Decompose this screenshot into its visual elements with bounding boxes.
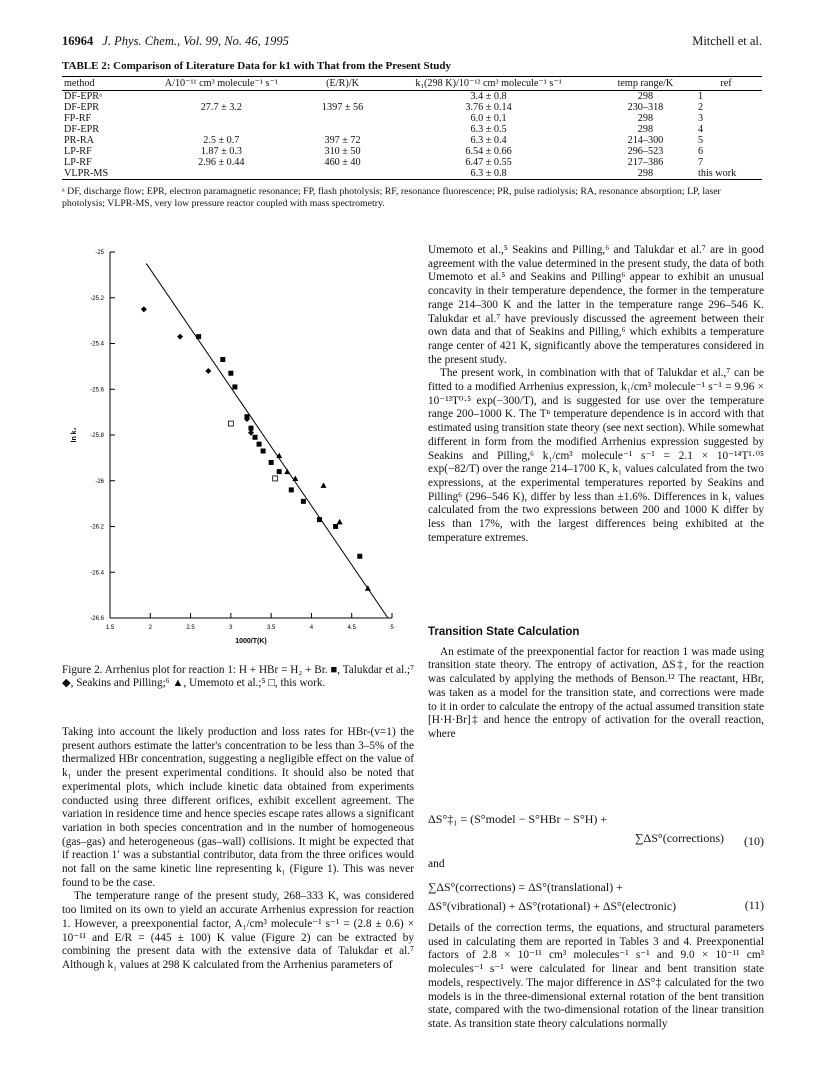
arrhenius-plot [62,242,414,652]
table-caption: TABLE 2: Comparison of Literature Data for k1 with That from the Present Study [62,60,451,72]
x-tick-label: 2.5 [186,625,195,631]
table-cell: 214–300 [627,135,664,146]
data-point-open-square [228,421,233,426]
table-header-row [62,77,762,91]
table-cell: 27.7 ± 3.2 [200,102,242,113]
paragraph: The present work, in combination with that of Talukdar et al.,⁷ can be fitted to a modified Arrhenius expression, k₁/cm³ molecule⁻¹ s⁻¹ = 9.96 × 10⁻¹³T⁰·⁵ exp(−300/T), and is suggested for use over the temperature range 200–1000 K. The Tⁿ temperature dependence is in accord with that estimated using transition state theory (see next section). While somewhat different in form from the modified Arrhenius expression suggested by Seakins and Pilling,⁶ k₁/cm³ molecule⁻¹ s⁻¹ = 2.1 × 10⁻¹⁴T¹·⁰⁵ exp(−82/T) over the range 214–1700 K, k₁ values calculated from the two expressions, at the experimental temperatures reported by Seakins and Pilling⁶ (296–546 K), differ by less than ±1.6%. Differences in k₁ values calculated from the two expressions between 200 and 1000 K differ by less than 17%, with the largest differences being exhibited at the temperature extremes. [428,367,764,544]
data-point-square [357,554,362,559]
table-cell: 7 [698,157,704,168]
table-row [62,91,762,103]
table-cell: 298 [637,124,654,135]
equation-10 [428,812,764,846]
table-cell: 1 [698,91,704,102]
table-cell: this work [690,168,762,180]
table-cell: 5 [698,135,704,146]
table-cell [309,113,377,124]
y-tick-label: -25.4 [90,341,104,348]
table-cell: 2.96 ± 0.44 [198,157,245,168]
table-cell [134,113,309,124]
and-text: and [428,858,445,870]
table-cell: 6.3 ± 0.4 [470,135,507,146]
paragraph: Umemoto et al.,⁵ Seakins and Pilling,⁶ and Talukdar et al.⁷ are in good agreement with the value determined in the present study, the data of both Umemoto et al.⁵ and Seakins and Pilling⁶ appear to exhibit an unusual concavity in their temperature dependence, the former in the temperature range 214–300 K and the latter in the temperature range 296–546 K. Talukdar et al.⁷ have previously discussed the agreement between their own data and that of Seakins and Pilling,⁶ which exhibits a temperature range center of 421 K, significantly above the temperatures considered in the present study. [428,244,764,366]
section-transition-state [428,626,764,742]
table-cell: 3.4 ± 0.8 [470,91,507,102]
y-tick-label: -25.8 [90,433,104,439]
table-footnote: ᵃ DF, discharge flow; EPR, electron paramagnetic resonance; FP, flash photolysis; RF, resonance fluorescence; PR, pulse radiolysis; RA, resonance absorption; LP, laser photolysis; VLPR-MS, very low pressure reactor coupled with mass spectrometry. [62,186,721,209]
table-cell: FP-RF [64,113,92,124]
y-tick-label: -25.6 [90,387,104,394]
table-cell: LP-RF [64,146,92,157]
y-tick-label: -26 [95,478,104,485]
page-number: 16964 [62,34,94,48]
table-cell: 3 [698,113,704,124]
data-point-square [196,334,201,339]
x-tick-label: 3 [229,625,233,631]
table-cell: 310 ± 50 [324,146,361,157]
y-tick-label: -26.2 [90,524,104,531]
data-point-square [261,449,266,454]
section-title: Transition State Calculation [428,626,580,638]
y-tick-label: -26.6 [90,616,104,622]
left-column-text [62,726,414,973]
running-authors: Mitchell et al. [692,34,762,48]
table-cell: 6.3 ± 0.5 [470,124,507,135]
table-cell: DF-EPR [64,102,100,113]
data-point-square [220,357,225,362]
data-point-open-square [273,476,278,481]
paragraph: The temperature range of the present study, 268–333 K, was considered too limited on its own to yield an accurate Arrhenius expression for reaction 1. However, a preexponential factor, A₁/cm³ molecule⁻¹ s⁻¹ = (2.8 ± 0.6) × 10⁻¹¹ and E/R = (445 ± 100) K value (Figure 2) can be extracted by combining the present data with the extensive data of Talukdar et al.⁷ Although k₁ values at 298 K calculated from the Arrhenius parameters of [62,890,414,971]
paragraph: Details of the correction terms, the equations, and structural parameters used in calculating them are reported in Tables 3 and 4. Preexponential factors of 2.8 × 10⁻¹¹ cm³ molecules⁻¹ s⁻¹ and 9.0 × 10⁻¹¹ cm³ molecules⁻¹ s⁻¹ were calculated for linear and bent transition state models, respectively. The major difference in ΔS°‡ calculated for the two models is in the three-dimensional external rotation of the bent transition state, compared with the two-dimensional rotation of the linear transition state. As transition state theory calculations normally [428,922,764,1030]
equation-11 [428,880,764,914]
table-cell: PR-RA [64,135,95,146]
data-point-square [228,371,233,376]
table-cell: 2 [698,102,704,113]
table-cell: 6.54 ± 0.66 [465,146,512,157]
table-row [62,146,762,157]
y-tick-label: -25.2 [90,295,104,302]
table-cell: 217–386 [627,157,664,168]
table-cell [134,168,309,180]
table-cell: 6.47 ± 0.55 [465,157,512,168]
data-point-square [317,517,322,522]
table-cell: 1.87 ± 0.3 [200,146,242,157]
chart-svg [62,242,414,652]
table-cell: 460 ± 40 [324,157,361,168]
table-cell: DF-EPR [64,124,100,135]
paragraph: An estimate of the preexponential factor for reaction 1 was made using transition state theory. The entropy of activation, ΔS‡, for the reaction was calculated by applying the methods of Benson.¹² The reactant, HBr, was taken as a model for the transition state, and corrections were made to it in order to calculate the entropy of the actual assumed transition state [H·H·Br]‡ and hence the entropy of activation for the overall reaction, where [428,645,764,740]
paragraph: Taking into account the likely production and loss rates for HBr-(v=1) the present authors estimate the latter's concentration to be less than 3–5% of the thermalized HBr concentration, suggesting a negligible effect on the value of k₁ under the present experimental conditions. It should also be noted that experimental plots, which include kinetic data obtained from experiments conducted using three different orifices, exhibit excellent agreement. The variation in residence time and hence species escape rates allows a significant variation in both species concentration and in the number of homogeneous (gas–gas) and heterogeneous (gas–wall) collisions. It might be expected that if reaction 1′ was a substantial contributor, data from the three orifices would not fall on the same kinetic line representing k₁ (Figure 1). This was never found to be the case. [62,726,414,889]
table-column-header: k₁(298 K)/10⁻¹² cm³ molecule⁻¹ s⁻¹ [376,77,601,91]
table-cell: DF-EPRᵃ [64,91,102,102]
x-tick-label: 4 [309,625,314,631]
equation-11-number: (11) [744,898,764,912]
table-row [62,168,762,180]
table-cell: 4 [698,124,704,135]
journal-citation: J. Phys. Chem., Vol. 99, No. 46, 1995 [102,34,289,48]
table-cell: 2.5 ± 0.7 [203,135,240,146]
fit-line [146,263,388,618]
table-cell: LP-RF [64,157,92,168]
equation-10-number: (10) [744,834,764,848]
y-axis-label: ln k₁ [71,427,78,443]
table-column-header: ref [690,77,762,91]
table-cell: 296–523 [627,146,664,157]
data-point-diamond [205,368,211,374]
data-point-diamond [141,306,147,312]
table-cell: 230–318 [627,102,664,113]
table-column-header: temp range/K [601,77,690,91]
table-row [62,124,762,135]
table-row [62,102,762,113]
x-axis-label: 1000/T(K) [235,638,267,645]
data-point-triangle [321,482,327,488]
table-row [62,113,762,124]
table-cell: 397 ± 72 [324,135,361,146]
running-header [62,34,762,50]
data-point-square [232,384,237,389]
x-tick-label: 2 [148,625,152,631]
table-column-header: (E/R)/K [309,77,377,91]
table-cell [134,91,309,103]
data-point-diamond [177,334,183,340]
table-row [62,157,762,168]
table-cell: 1397 ± 56 [321,102,364,113]
data-point-square [333,524,338,529]
data-point-triangle [337,519,343,525]
x-tick-label: 4.5 [347,625,356,631]
data-point-square [269,460,274,465]
x-tick-label: 1.5 [105,625,115,631]
data-point-square [301,499,306,504]
table-cell: 6 [698,146,704,157]
data-point-square [253,435,258,440]
table-cell: 298 [637,91,654,102]
table-cell: VLPR-MS [62,168,134,180]
table-cell [309,168,377,180]
table-cell: 298 [601,168,690,180]
right-column-text [428,244,764,545]
table-cell [134,124,309,135]
x-tick-label: 3.5 [266,625,276,631]
table-row [62,135,762,146]
table-body [62,91,762,180]
figure-caption: Figure 2. Arrhenius plot for reaction 1: H + HBr = H₂ + Br. ■, Talukdar et al.;⁷ ◆, Seakins and Pilling;⁶ ▲, Umemoto et al.;⁵ □, this work. [62,664,414,689]
data-point-square [289,487,294,492]
table-cell: 6.3 ± 0.8 [376,168,601,180]
table-cell [309,91,377,103]
table-cell: 6.0 ± 0.1 [470,113,507,124]
table-column-header: A/10⁻¹¹ cm³ molecule⁻¹ s⁻¹ [134,77,309,91]
equation-10-line-a: ΔS°‡₁ = (S°model − S°HBr − S°H) + [428,812,608,826]
equation-11-line-b: ΔS°(vibrational) + ΔS°(rotational) + ΔS°(electronic) [428,899,677,913]
data-point-triangle [284,469,290,475]
table-cell: 3.76 ± 0.14 [465,102,512,113]
right-column-bottom-text [428,922,764,1032]
data-point-square [277,469,282,474]
table-cell: 298 [637,113,654,124]
equation-11-line-a: ∑ΔS°(corrections) = ΔS°(translational) + [428,880,623,894]
data-point-square [257,442,262,447]
literature-table [62,76,762,180]
table-cell [309,124,377,135]
table-column-header: method [62,77,134,91]
x-tick-label: 5 [390,625,394,631]
y-tick-label: -26.4 [90,570,104,577]
equation-10-line-b: ∑ΔS°(corrections) [634,831,724,845]
y-tick-label: -25 [95,250,104,256]
